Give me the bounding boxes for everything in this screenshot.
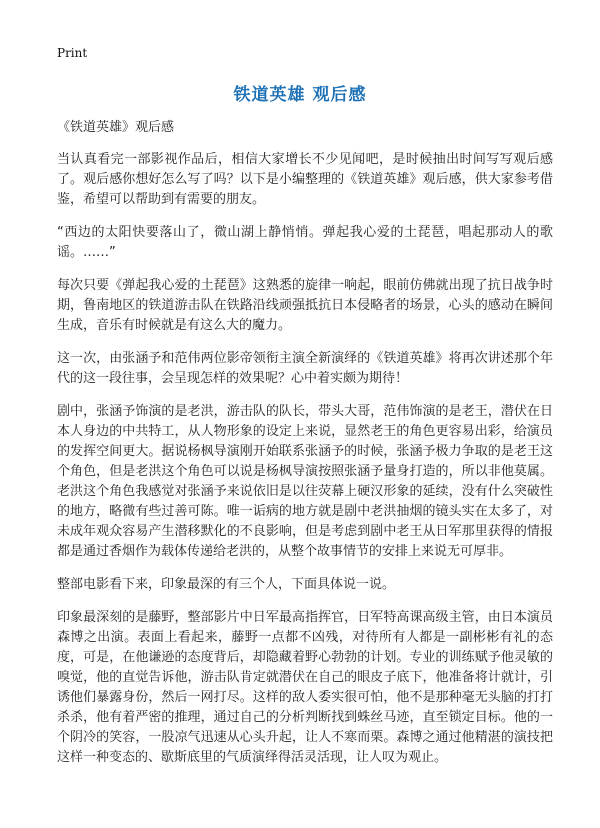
print-link[interactable]: Print bbox=[57, 46, 88, 60]
paragraph-intro: 当认真看完一部影视作品后，相信大家增长不少见闻吧，是时候抽出时间写写观后感了。观后感你想好怎么写了吗？以下是小编整理的《铁道英雄》观后感，供大家参考借鉴，希望可以帮助到有需要的朋友。 bbox=[57, 152, 553, 207]
article-body bbox=[57, 118, 553, 781]
paragraph-three-impressions: 整部电影看下来，印象最深的有三个人，下面具体说一说。 bbox=[57, 577, 396, 592]
paragraph-memory: 每次只要《弹起我心爱的土琵琶》这熟悉的旋律一响起，眼前仿佛就出现了抗日战争时期，鲁南地区的铁道游击队在铁路沿线顽强抵抗日本侵略者的场景，心头的感动在瞬间生成，音乐有时候就是有这么大的魔力。 bbox=[57, 278, 553, 333]
paragraph-expectation: 这一次，由张涵予和范伟两位影帝领衔主演全新演绎的《铁道英雄》将再次讲述那个年代的这一段往事，会呈现怎样的效果呢？心中着实颇为期待！ bbox=[57, 351, 553, 386]
paragraph-lyrics-quote: “西边的太阳快要落山了，微山湖上静悄悄。弹起我心爱的土琵琶，唱起那动人的歌谣。……” bbox=[57, 225, 553, 260]
article-subtitle: 《铁道英雄》观后感 bbox=[57, 120, 175, 135]
paragraph-characters: 剧中，张涵予饰演的是老洪，游击队的队长，带头大哥，范伟饰演的是老王，潜伏在日本人身边的中共特工，从人物形象的设定上来说，显然老王的角色更容易出彩，给演员的发挥空间更大。据说杨枫导演刚开始联系张涵予的时候，张涵予极力争取的是老王这个角色，但是老洪这个角色可以说是杨枫导演按照张涵予量身打造的，所以非他莫属。老洪这个角色我感觉对张涵予来说依旧是以往荧幕上硬汉形象的延续，没有什么突破性的地方，略微有些过善可陈。唯一诟病的地方就是剧中老洪抽烟的镜头实在太多了，对未成年观众容易产生潜移默化的不良影响，但是考虑到剧中老王从日军那里获得的情报都是通过香烟作为载体传递给老洪的，从整个故事情节的安排上来说无可厚非。 bbox=[57, 404, 553, 559]
page-title: 铁道英雄 观后感 bbox=[233, 85, 367, 105]
paragraph-fujino: 印象最深刻的是藤野，整部影片中日军最高指挥官，日军特高课高级主管，由日本演员森博之出演。表面上看起来，藤野一点都不凶残，对待所有人都是一副彬彬有礼的态度，可是，在他谦逊的态度背后，却隐藏着野心勃勃的计划。专业的训练赋予他灵敏的嗅觉，他的直觉告诉他，游击队肯定就潜伏在自己的眼皮子底下，他准备将计就计，引诱他们暴露身份，然后一网打尽。这样的敌人委实很可怕，他不是那种毫无头脑的打打杀杀，他有着严密的推理，通过自己的分析判断找到蛛丝马迹，直至锁定目标。他的一个阴冷的笑容，一股凉气迅速从心头升起，让人不寒而栗。森博之通过他精湛的演技把这样一种变态的、歇斯底里的气质演绎得活灵活现，让人叹为观止。 bbox=[57, 610, 553, 765]
